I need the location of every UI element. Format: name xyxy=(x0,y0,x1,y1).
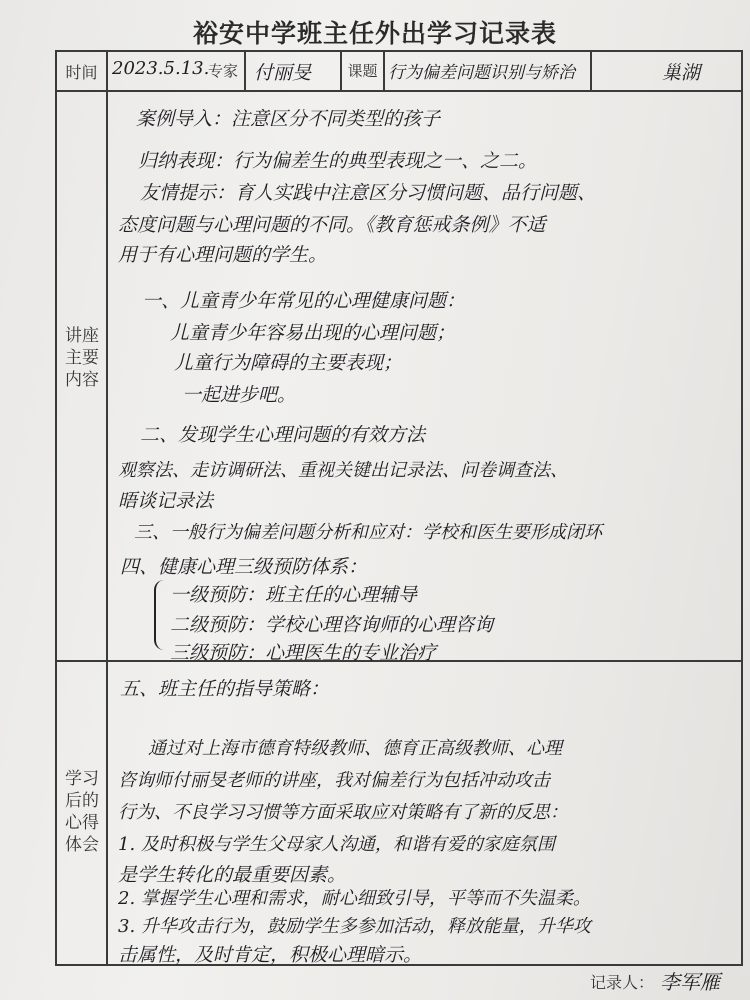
time-value: 2023.5.13. xyxy=(112,58,210,79)
topic-value: 行为偏差问题识别与矫治 xyxy=(388,63,575,83)
lecture-line: 儿童行为障碍的主要表现； xyxy=(174,352,403,374)
header-row-bottom-border xyxy=(55,90,743,92)
reflection-line: 行为、不良学习习惯等方面采取应对策略有了新的反思： xyxy=(118,802,568,823)
reflection-line: 通过对上海市德育特级教师、德育正高级教师、心理 xyxy=(148,738,562,759)
reflection-line: 3. 升华攻击行为，鼓励学生多参加活动，释放能量，升华攻 xyxy=(118,916,591,937)
lecture-line: 四、健康心理三级预防体系： xyxy=(120,556,368,578)
lecture-line: 二、发现学生心理问题的有效方法 xyxy=(140,424,426,446)
extra-value: 巢湖 xyxy=(662,62,701,84)
lecture-line: 儿童青少年容易出现的心理问题； xyxy=(170,322,456,344)
topic-label: 课题 xyxy=(347,62,378,80)
reflection-line: 1. 及时积极与学生父母家人沟通，和谐有爱的家庭氛围 xyxy=(118,834,555,855)
expert-label: 专家 xyxy=(208,62,239,80)
recorder-signature: 李军雁 xyxy=(660,970,720,994)
recorder-label: 记录人： xyxy=(590,973,655,992)
lecture-line: 三级预防：心理医生的专业治疗 xyxy=(170,642,437,664)
reflection-line: 是学生转化的最重要因素。 xyxy=(118,864,347,886)
reflection-line: 2. 掌握学生心理和需求，耐心细致引导，平等而不失温柔。 xyxy=(118,888,591,909)
header-cell-divider-3 xyxy=(383,50,385,92)
lecture-line: 态度问题与心理问题的不同。《教育惩戒条例》不适 xyxy=(118,214,546,236)
lecture-line: 三、一般行为偏差问题分析和应对：学校和医生要形成闭环 xyxy=(134,522,602,543)
table-right-border xyxy=(741,50,743,966)
lecture-line: 友情提示：育人实践中注意区分习惯问题、品行问题、 xyxy=(140,182,597,204)
time-label: 时间 xyxy=(65,63,98,82)
table-top-border xyxy=(55,50,743,52)
lecture-label: 讲座 主要 内容 xyxy=(65,326,99,390)
lecture-line: 案例导入：注意区分不同类型的孩子 xyxy=(136,108,441,130)
lecture-line: 一级预防：班主任的心理辅导 xyxy=(170,584,418,606)
lecture-line: 一、儿童青少年常见的心理健康问题： xyxy=(142,290,466,312)
lecture-line: 二级预防：学校心理咨询师的心理咨询 xyxy=(170,614,494,636)
lecture-line: 归纳表现：行为偏差生的典型表现之一、之二。 xyxy=(138,150,538,172)
lecture-line: 一起进步吧。 xyxy=(182,384,297,406)
reflection-line: 击属性，及时肯定，积极心理暗示。 xyxy=(118,944,423,966)
expert-value: 付丽旻 xyxy=(254,62,312,84)
header-cell-divider-4 xyxy=(590,50,592,92)
reflection-line: 咨询师付丽旻老师的讲座，我对偏差行为包括冲动攻击 xyxy=(118,770,550,791)
header-cell-divider-1 xyxy=(244,50,246,92)
page-title: 裕安中学班主任外出学习记录表 xyxy=(192,19,557,48)
lecture-line: 晤谈记录法 xyxy=(118,490,214,512)
reflection-label: 学习 后的 心得 体会 xyxy=(65,769,99,855)
reflection-line: 五、班主任的指导策略： xyxy=(120,678,330,700)
lecture-line: 观察法、走访调研法、重视关键出记录法、问卷调查法、 xyxy=(118,460,568,481)
lecture-line: 用于有心理问题的学生。 xyxy=(118,244,328,266)
